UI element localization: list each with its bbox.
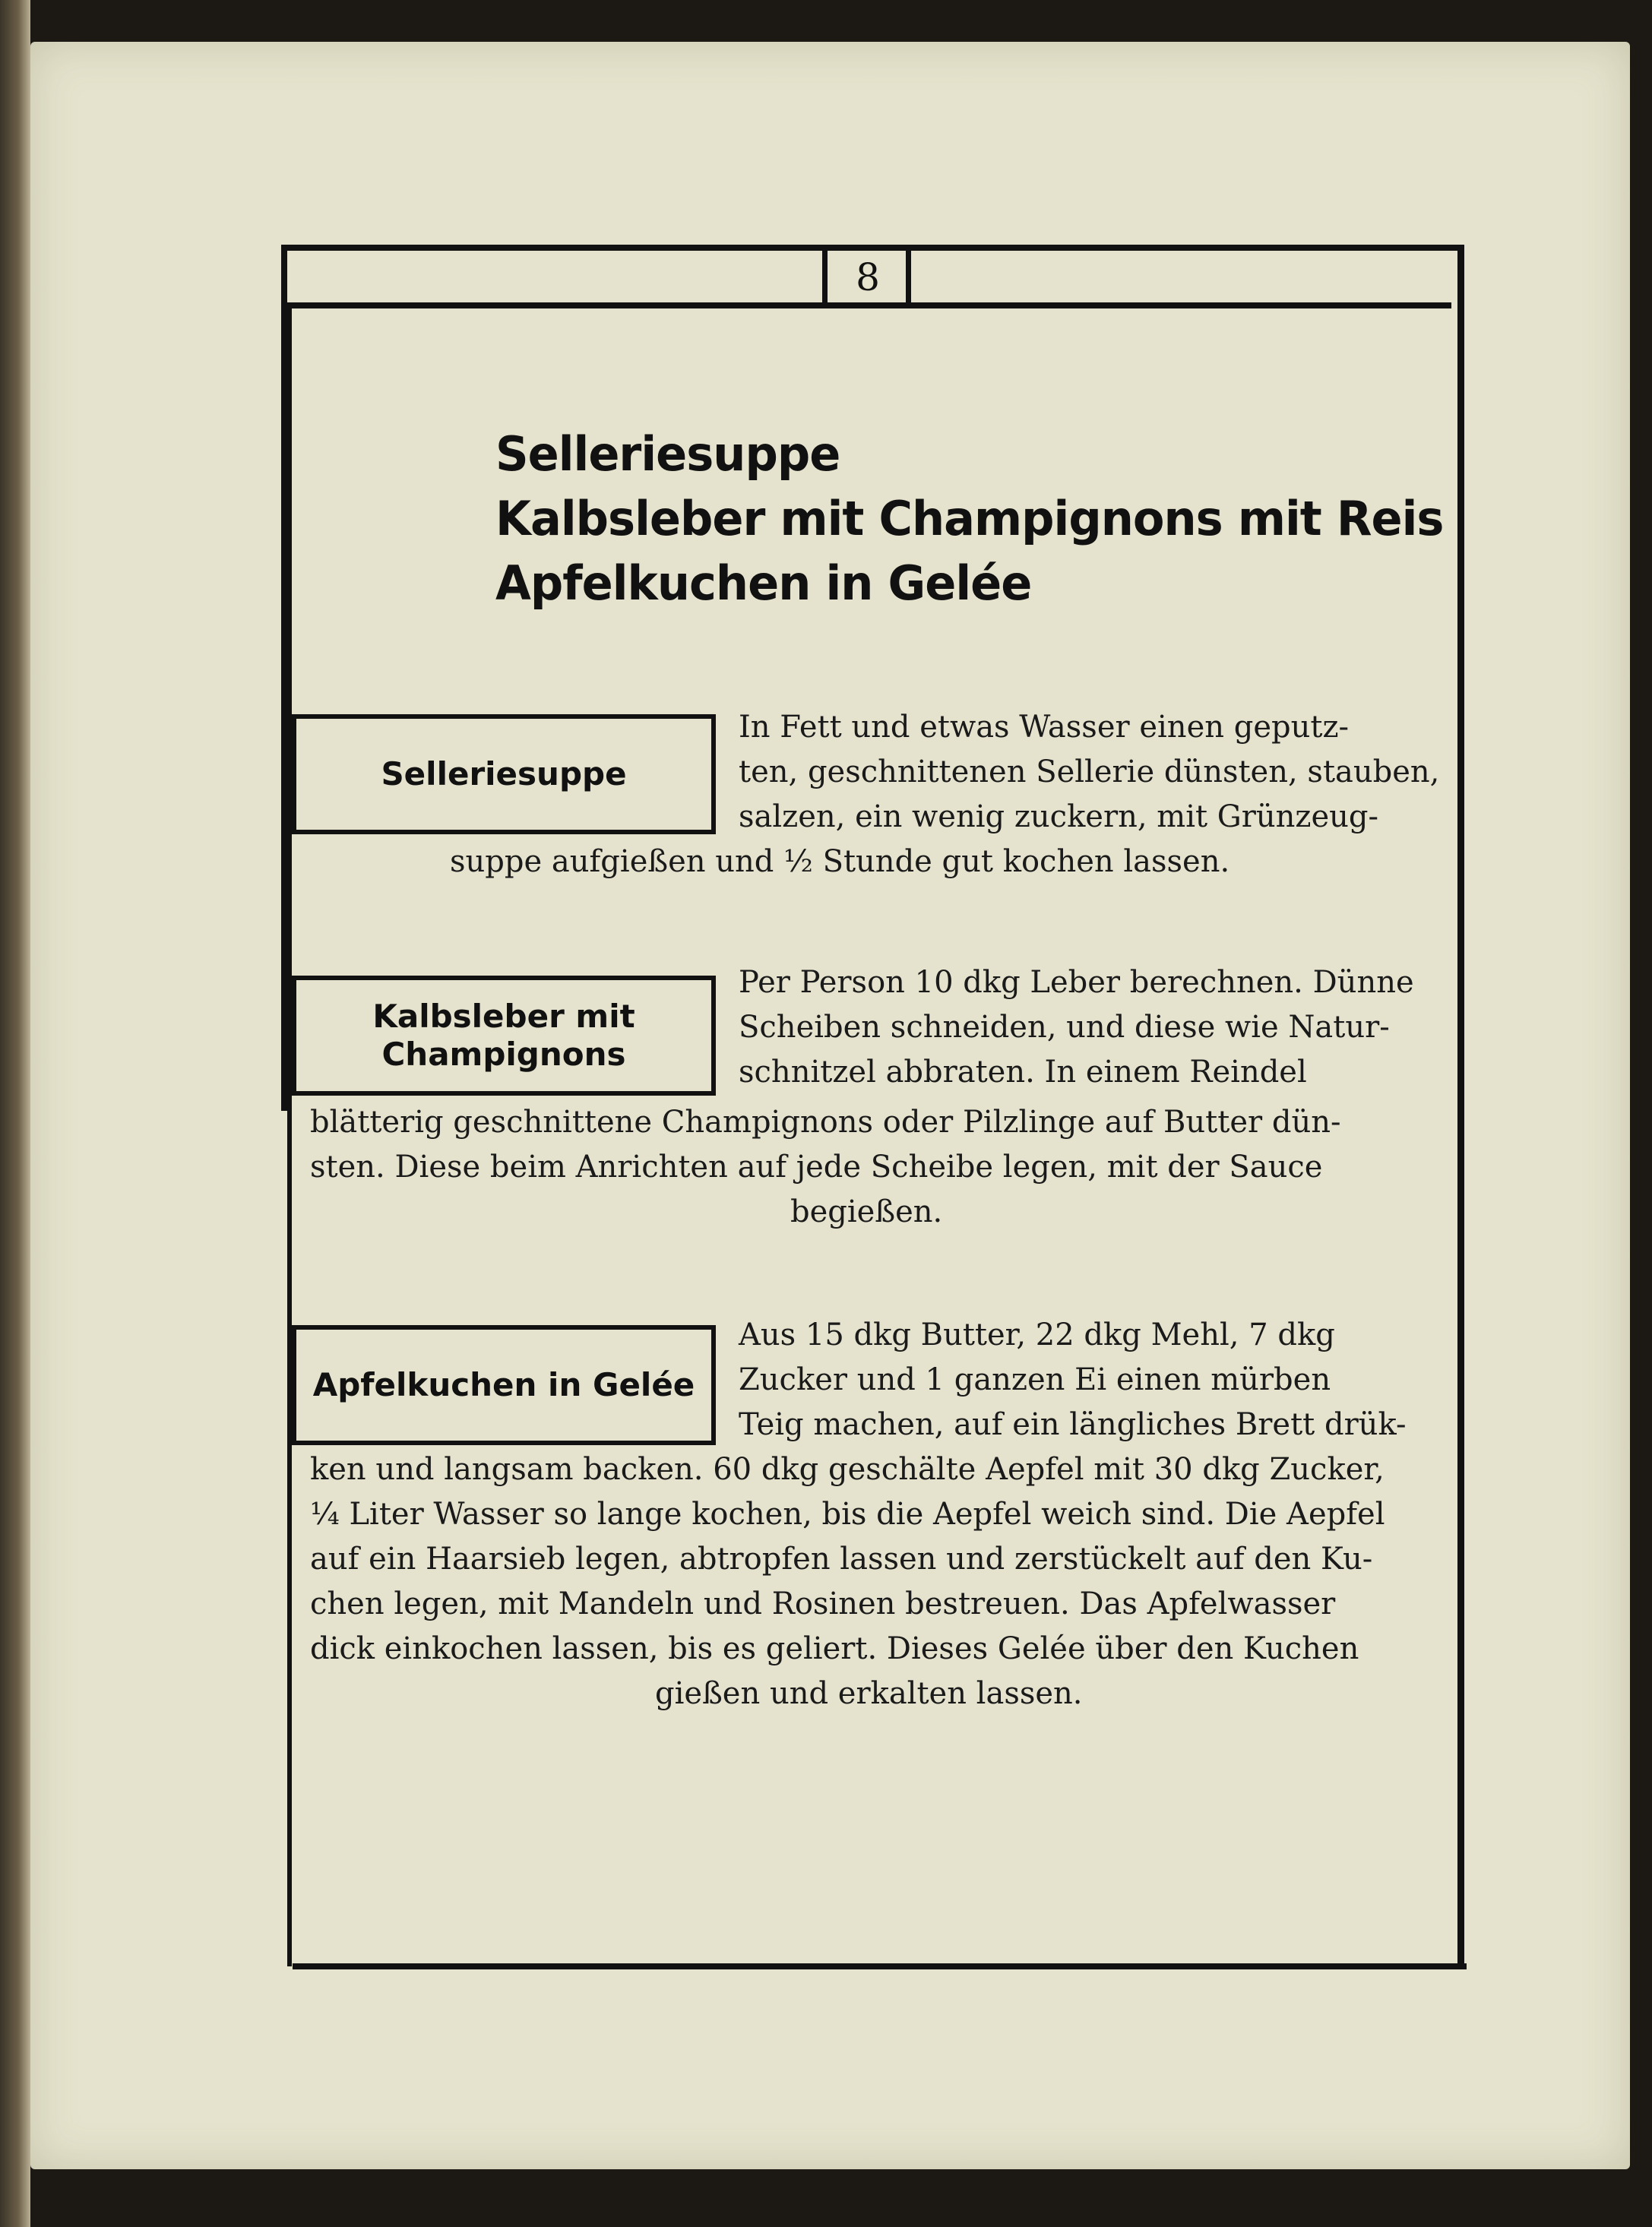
recipe-2-line-6: begießen. — [790, 1194, 943, 1229]
recipe-3-line-7: chen legen, mit Mandeln und Rosinen bestreuen. Das Apfelwasser — [310, 1586, 1336, 1621]
recipe-label-2 — [296, 998, 711, 1074]
recipe-3-line-6: auf ein Haarsieb legen, abtropfen lassen und zerstückelt auf den Ku- — [310, 1542, 1373, 1577]
recipe-label-3 — [296, 1366, 711, 1404]
recipe-label-1-line-1: Selleriesuppe — [381, 755, 627, 792]
recipe-3-line-2: Zucker und 1 ganzen Ei einen mürben — [739, 1362, 1331, 1397]
book-spine — [0, 0, 30, 2227]
recipe-2-line-3: schnitzel abbraten. In einem Reindel — [739, 1055, 1307, 1090]
recipe-label-box-1 — [292, 714, 716, 834]
recipe-2-line-4: blätterig geschnittene Champignons oder Pilzlinge auf Butter dün- — [310, 1105, 1341, 1140]
recipe-3-line-3: Teig machen, auf ein längliches Brett drük- — [739, 1407, 1407, 1442]
recipe-3-line-5: ¼ Liter Wasser so lange kochen, bis die Aepfel weich sind. Die Aepfel — [310, 1497, 1385, 1532]
recipe-1-line-2: ten, geschnittenen Sellerie dünsten, stauben, — [739, 754, 1440, 789]
recipe-3-line-8: dick einkochen lassen, bis es geliert. Dieses Gelée über den Kuchen — [310, 1631, 1359, 1666]
recipe-1-line-1: In Fett und etwas Wasser einen geputz- — [739, 710, 1350, 745]
recipe-2-line-5: sten. Diese beim Anrichten auf jede Scheibe legen, mit der Sauce — [310, 1150, 1323, 1185]
recipe-label-box-2 — [292, 976, 716, 1096]
recipe-label-box-3 — [292, 1325, 716, 1445]
recipe-3-line-4: ken und langsam backen. 60 dkg geschälte Aepfel mit 30 dkg Zucker, — [310, 1452, 1385, 1487]
page-number: 8 — [856, 255, 880, 299]
recipe-3-line-1: Aus 15 dkg Butter, 22 dkg Mehl, 7 dkg — [739, 1318, 1335, 1352]
recipe-3-line-9: gießen und erkalten lassen. — [655, 1676, 1083, 1711]
recipe-label-2-line-2: Champignons — [381, 1036, 626, 1073]
recipe-2-line-2: Scheiben schneiden, und diese wie Natur- — [739, 1010, 1390, 1045]
recipe-2-line-1: Per Person 10 dkg Leber berechnen. Dünne — [739, 965, 1414, 1000]
recipe-label-1 — [296, 755, 711, 793]
recipe-label-3-line-1: Apfelkuchen in Gelée — [312, 1366, 695, 1403]
recipe-label-2-line-1: Kalbsleber mit — [372, 998, 635, 1035]
menu-title-3: Apfelkuchen in Gelée — [495, 555, 1032, 611]
menu-title-2: Kalbsleber mit Champignons mit Reis — [495, 491, 1444, 546]
menu-title-1: Selleriesuppe — [495, 426, 840, 482]
recipe-1-line-3: salzen, ein wenig zuckern, mit Grünzeug- — [739, 799, 1379, 834]
menu-title-block — [495, 422, 1466, 615]
recipe-1-line-4: suppe aufgießen und ½ Stunde gut kochen lassen. — [450, 844, 1230, 879]
